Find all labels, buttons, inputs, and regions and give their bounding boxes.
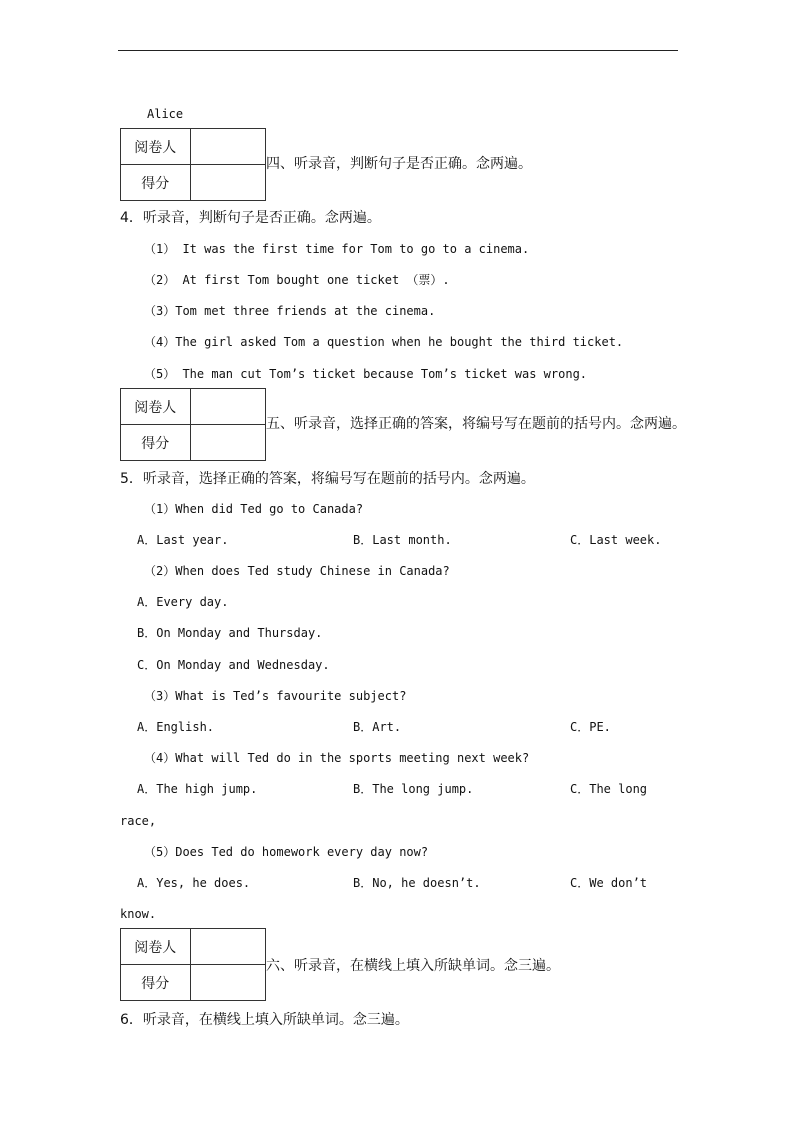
- reviewer-label: 阅卷人: [121, 929, 191, 965]
- header-rule: [118, 50, 678, 51]
- section-heading-5: 五、听录音，选择正确的答案，将编号写在题前的括号内。念两遍。: [266, 416, 686, 432]
- score-box: [190, 965, 265, 1001]
- option-c: C．We don’t: [570, 876, 648, 890]
- score-box: [190, 165, 265, 201]
- score-table-4: [120, 128, 266, 201]
- option-b: B．Last month.: [353, 533, 452, 547]
- section-heading-6: 六、听录音，在横线上填入所缺单词。念三遍。: [266, 958, 560, 974]
- statement-item: （1） It was the first time for Tom to go to a cinema.: [144, 242, 530, 256]
- score-table-6: [120, 928, 266, 1001]
- sub-question: （5）Does Ted do homework every day now?: [144, 845, 429, 859]
- option-c-continuation: know.: [120, 907, 157, 921]
- statement-item: （2） At first Tom bought one ticket （票）.: [144, 273, 450, 287]
- score-table-5: [120, 388, 266, 461]
- score-label: 得分: [121, 425, 191, 461]
- option-c: C．On Monday and Wednesday.: [137, 658, 330, 672]
- reviewer-box: [190, 129, 265, 165]
- sub-question: （3）What is Ted’s favourite subject?: [144, 689, 407, 703]
- sub-question: （2）When does Ted study Chinese in Canada?: [144, 564, 450, 578]
- option-a: A．English.: [137, 720, 215, 734]
- sub-question: （4）What will Ted do in the sports meeting next week?: [144, 751, 530, 765]
- score-label: 得分: [121, 965, 191, 1001]
- score-label: 得分: [121, 165, 191, 201]
- section-heading-4: 四、听录音，判断句子是否正确。念两遍。: [266, 156, 532, 172]
- statement-item: （3）Tom met three friends at the cinema.: [144, 304, 436, 318]
- reviewer-label: 阅卷人: [121, 389, 191, 425]
- option-c-continuation: race,: [120, 814, 157, 828]
- fragment-text: Alice: [147, 107, 184, 121]
- option-b: B．No, he doesn’t.: [353, 876, 481, 890]
- option-c: C．The long: [570, 782, 648, 796]
- reviewer-box: [190, 389, 265, 425]
- option-b: B．Art.: [353, 720, 402, 734]
- statement-item: （4）The girl asked Tom a question when he bought the third ticket.: [144, 335, 624, 349]
- option-a: A．Last year.: [137, 533, 229, 547]
- statement-item: （5） The man cut Tom’s ticket because Tom’s ticket was wrong.: [144, 367, 588, 381]
- question-4: 4．听录音，判断句子是否正确。念两遍。: [120, 210, 381, 226]
- sub-question: （1）When did Ted go to Canada?: [144, 502, 364, 516]
- option-c: C．PE.: [570, 720, 611, 734]
- question-6: 6．听录音，在横线上填入所缺单词。念三遍。: [120, 1012, 409, 1028]
- option-b: B．On Monday and Thursday.: [137, 626, 323, 640]
- reviewer-label: 阅卷人: [121, 129, 191, 165]
- option-a: A．Yes, he does.: [137, 876, 251, 890]
- score-box: [190, 425, 265, 461]
- option-a: A．The high jump.: [137, 782, 258, 796]
- option-c: C．Last week.: [570, 533, 662, 547]
- option-b: B．The long jump.: [353, 782, 474, 796]
- question-5: 5．听录音，选择正确的答案，将编号写在题前的括号内。念两遍。: [120, 471, 535, 487]
- option-a: A．Every day.: [137, 595, 229, 609]
- reviewer-box: [190, 929, 265, 965]
